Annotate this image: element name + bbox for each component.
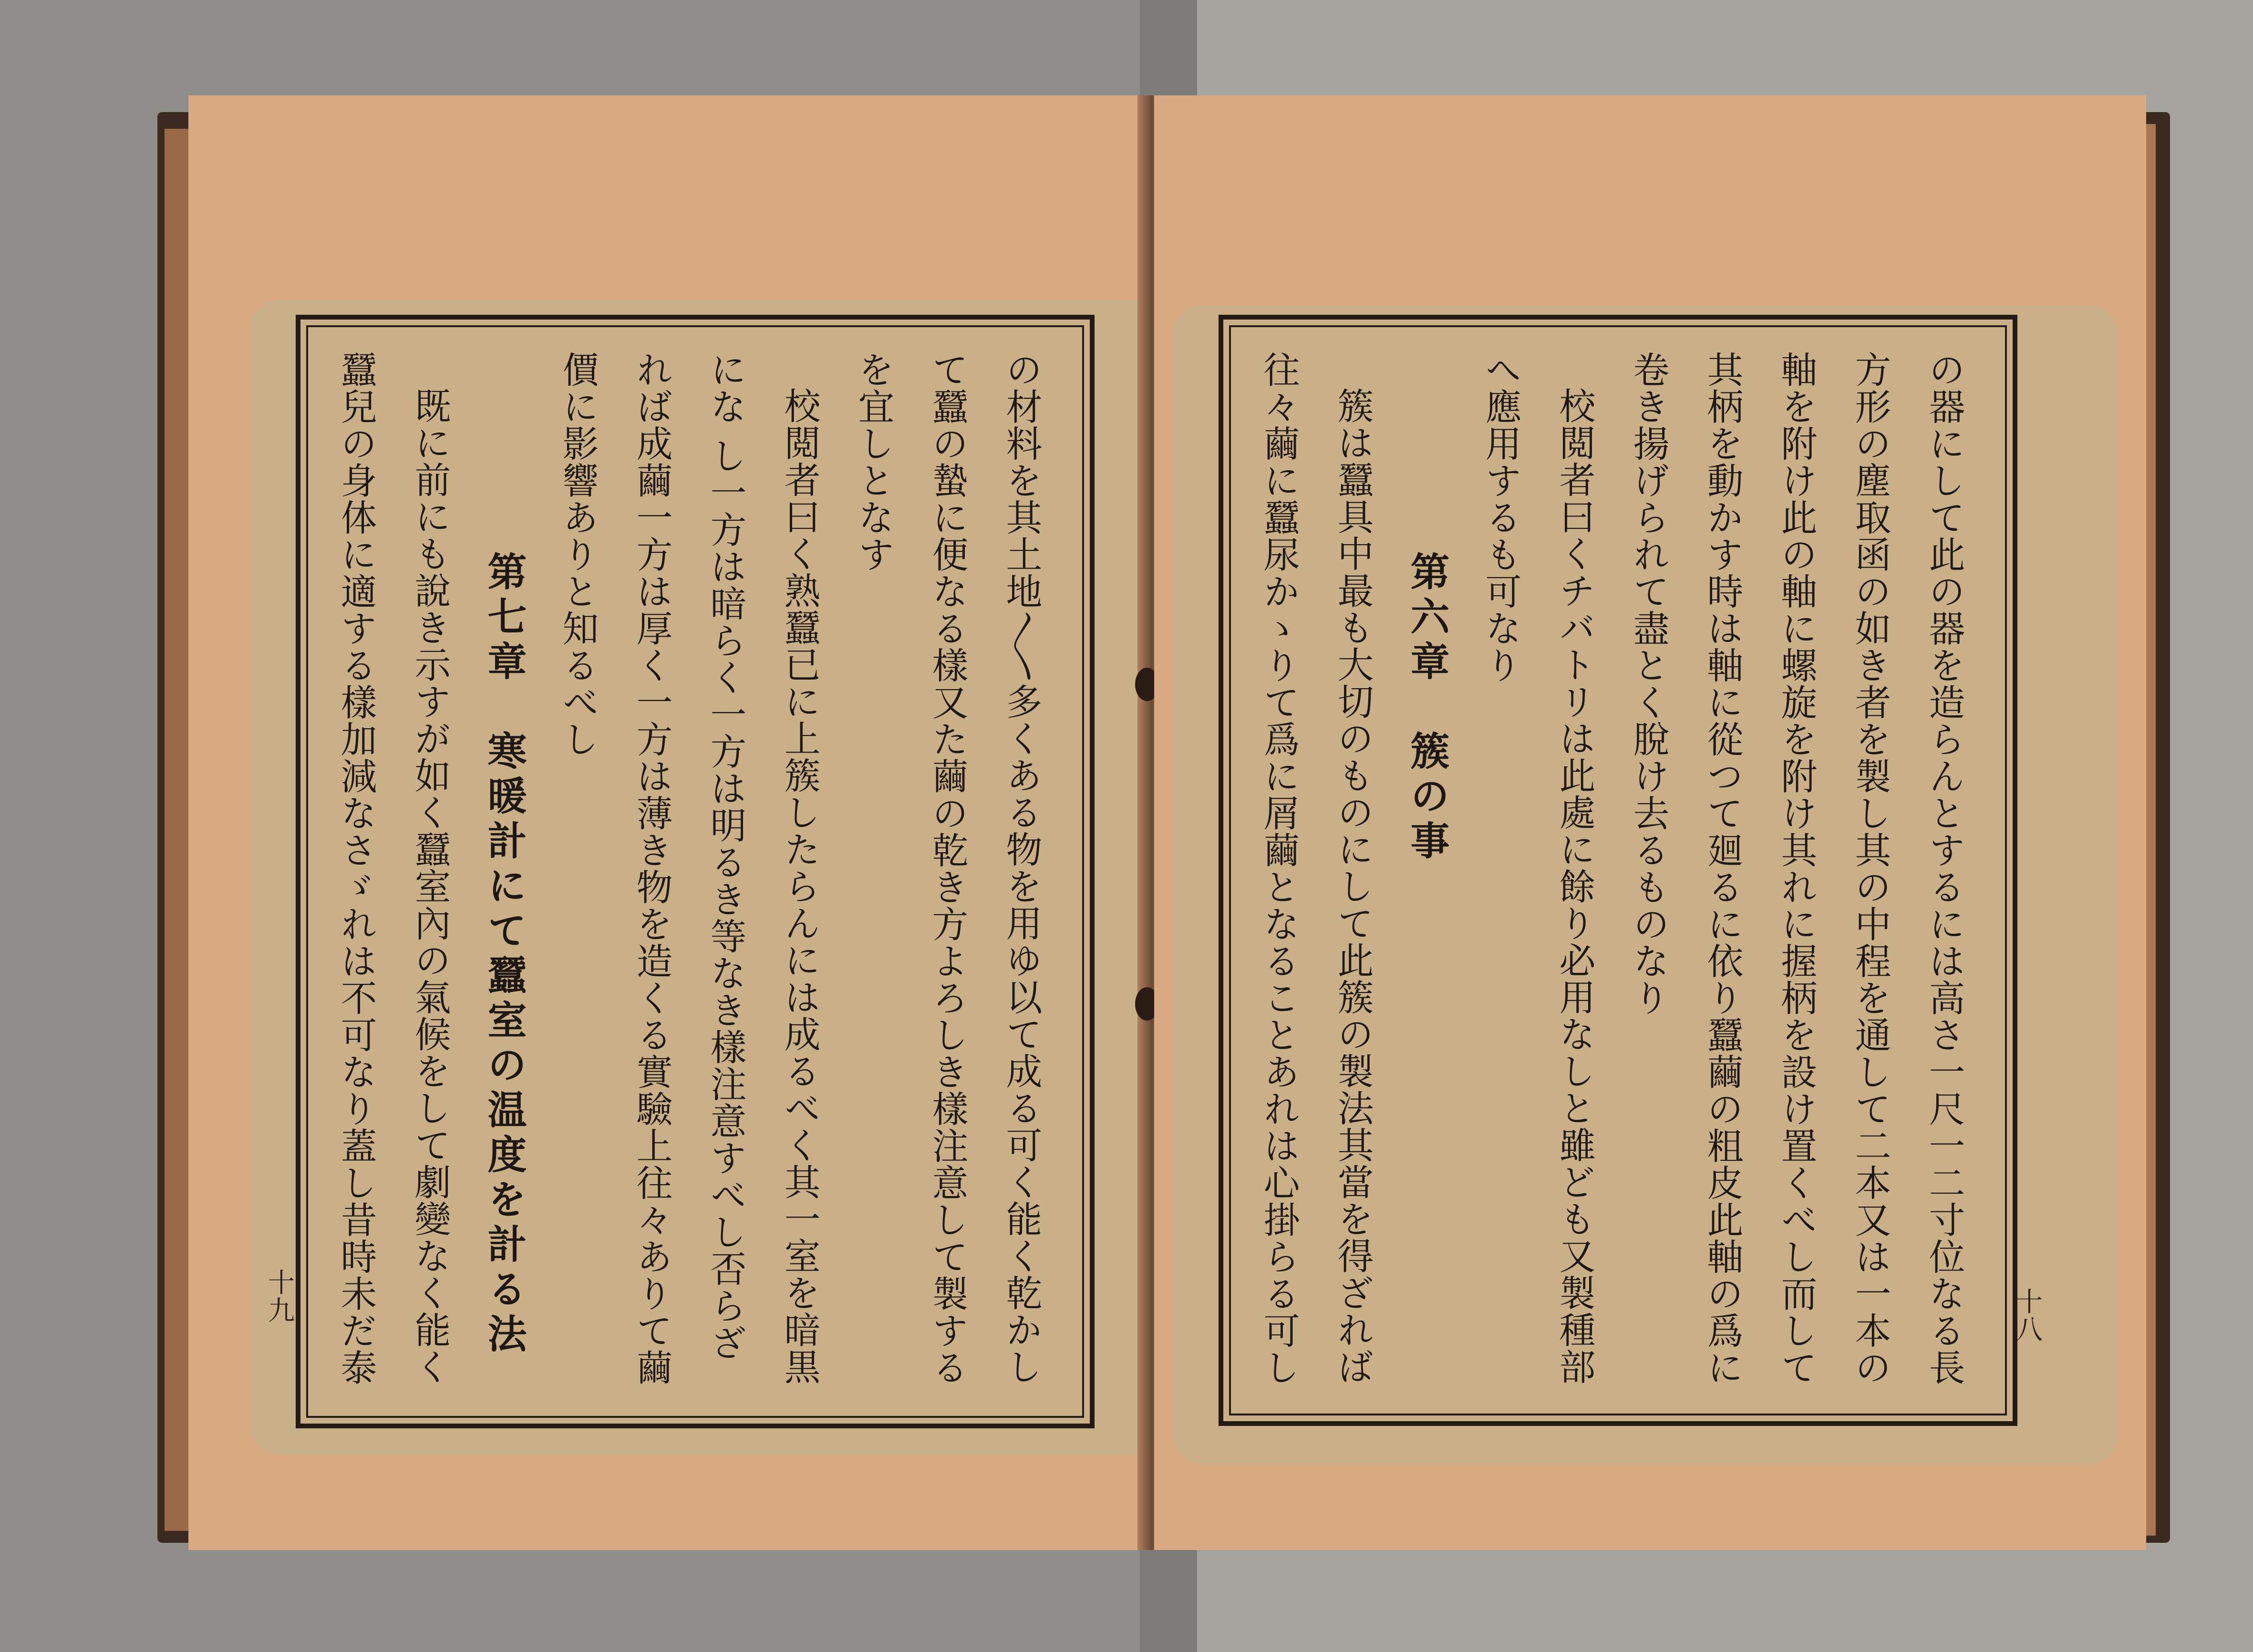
left-page-text [327,351,1058,1392]
right-page-frame [1219,315,2017,1426]
left-paragraph-1: の材料を其土地〳〵多くある物を用ゆ以て成る可く能く乾かして蠶の蟄に便なる樣又た繭の乾き方よろしき樣注意して製するを宜しとなす [852,351,1043,1386]
left-page-number: 十九 [264,1269,295,1324]
right-paragraph-2: 校閲者曰くチバトリは此處に餘り必用なしと雖ども又製種部へ應用するも可なり [1479,351,1596,1385]
left-chapter-heading: 第七章 寒暖計にて蠶室の温度を計る法 [481,551,527,1358]
right-page [1154,95,2146,1550]
left-page-frame [296,315,1095,1428]
right-page-number: 十八 [2012,1288,2043,1343]
right-page-frame-inner [1229,325,2007,1415]
right-page-text [1250,351,1981,1390]
right-paragraph-1: の器にして此の器を造らんとするには高さ一尺一二寸位なる長方形の塵取函の如き者を製し其の中程を通して二本又は一本の軸を附け此の軸に螺旋を附け其れに握柄を設け置くべし而して其柄を動かす時は軸に從つて廻るに依り蠶繭の粗皮此軸の爲に卷き揚げられて盡とく脫け去るものなり [1627,351,1965,1386]
left-paragraph-2: 校閲者曰く熟蠶已に上簇したらんには成るべく其一室を暗黒にな し一方は暗らく一方は明るき等なき樣注意すべし否らざれば成繭一方は厚く一方は薄き物を造くる實驗上往々ありて繭價に影響ありと知るべし [557,351,821,1386]
left-page [188,95,1152,1550]
right-paragraph-3: 簇は蠶具中最も大切のものにして此簇の製法其當を得ざれば往々繭に蠶尿かゝりて爲に屑繭となることあれは心掛らる可し [1258,351,1374,1386]
left-page-frame-inner [306,325,1084,1418]
left-paragraph-3: 既に前にも說き示すが如く蠶室內の氣候をして劇變なく能く蠶兒の身体に適する樣加減なさゞれは不可なり蓋し昔時未だ泰 [335,351,451,1386]
right-chapter-heading: 第六章 簇の事 [1404,551,1450,865]
